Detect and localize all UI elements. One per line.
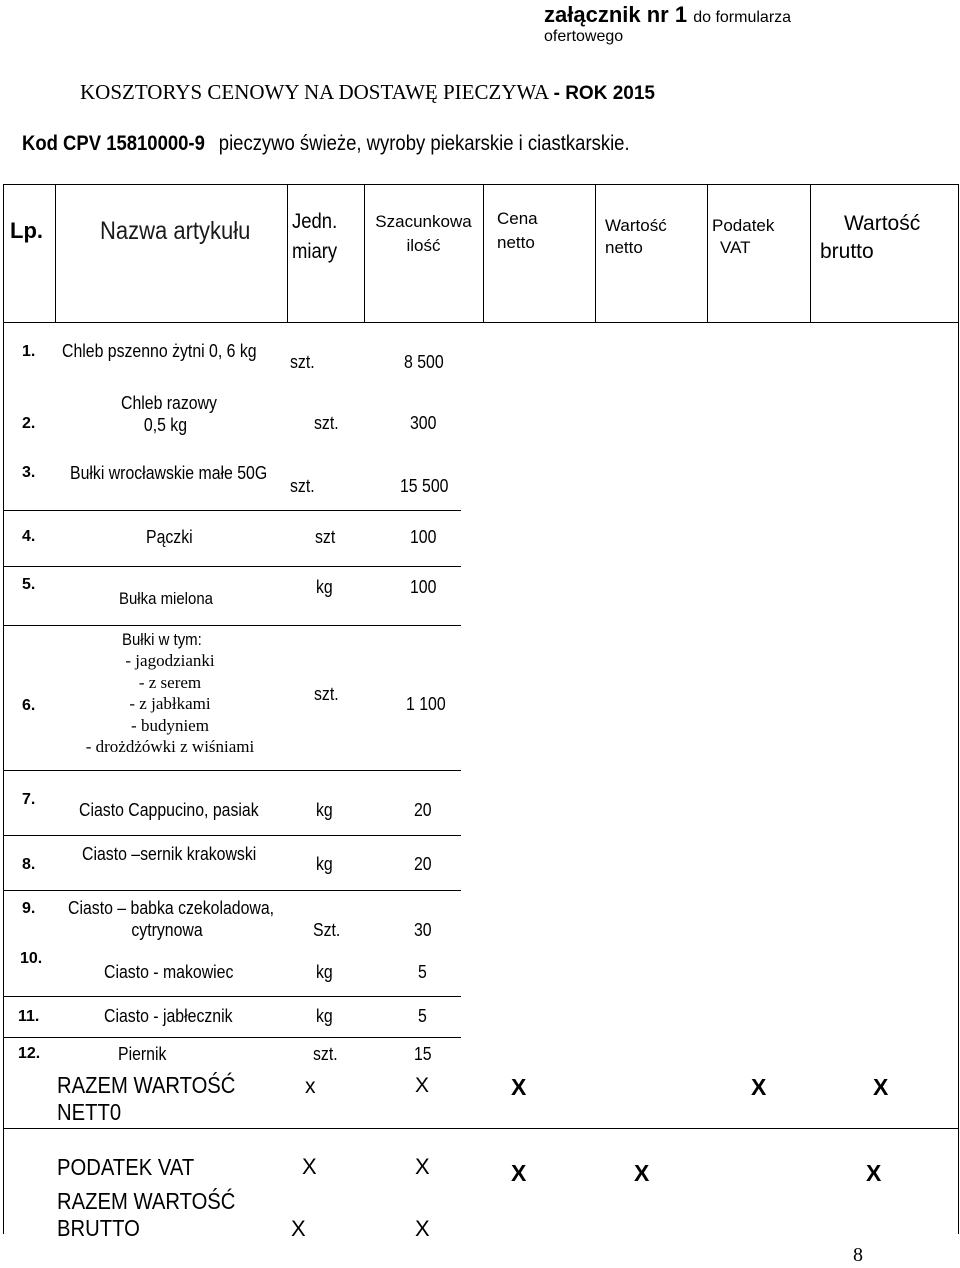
row-4-lp: 4. (22, 528, 36, 545)
row-10-name: Ciasto - makowiec (104, 962, 234, 982)
row-8-qty: 20 (414, 854, 432, 874)
row-9-qty: 30 (414, 920, 432, 940)
row-2-name-2: 0,5 kg (143, 415, 188, 435)
net-total-mark-qty: X (415, 1074, 430, 1097)
row-12-lp: 12. (18, 1045, 41, 1062)
row-4-unit: szt (315, 527, 336, 547)
row-3-qty: 15 500 (400, 476, 449, 496)
row-10-lp: 10. (20, 950, 43, 967)
annex-label: załącznik nr (544, 2, 669, 27)
cpv-description: pieczywo świeże, wyroby piekarskie i ciastkarskie. (218, 132, 630, 155)
header-unit-2: miary (292, 240, 338, 263)
annex-number: 1 (674, 2, 688, 27)
header-lp: Lp. (10, 218, 43, 243)
row-6-name-3: - z serem (138, 672, 202, 692)
net-total-label-1: RAZEM WARTOŚĆ (57, 1072, 236, 1098)
row-5-qty: 100 (410, 577, 437, 597)
row-6-name-5: - budyniem (131, 715, 209, 735)
row-5-unit: kg (316, 577, 333, 597)
cpv-code: Kod CPV 15810000-9 (22, 132, 205, 155)
row-2-qty: 300 (410, 413, 437, 433)
net-total-label-2: NETT0 (57, 1099, 122, 1125)
header-gross-1: Wartość (844, 212, 921, 235)
row-4-name: Pączki (146, 527, 193, 547)
vat-total-label: PODATEK VAT (57, 1154, 195, 1180)
row-1-unit: szt. (290, 352, 315, 372)
row-9-lp: 9. (22, 900, 36, 917)
annex-rest: do formularza (693, 9, 792, 26)
row-1-name: Chleb pszenno żytni 0, 6 kg (62, 341, 257, 361)
row-2-name-1: Chleb razowy (121, 393, 217, 413)
row-9-name-2: cytrynowa (131, 920, 203, 940)
row-5-name: Bułka mielona (119, 589, 213, 608)
gross-total-mark-unit: X (291, 1216, 306, 1241)
row-2-lp: 2. (22, 415, 36, 432)
page-number: 8 (853, 1244, 863, 1266)
header-net-1: Wartość (605, 216, 667, 235)
row-7-unit: kg (316, 800, 333, 820)
header-qty-2: ilość (406, 236, 441, 255)
header-qty-1: Szacunkowa (375, 212, 472, 231)
net-total-mark-vat: X (751, 1074, 767, 1100)
header-vat-2: VAT (720, 238, 751, 257)
row-7-qty: 20 (414, 800, 432, 820)
row-11-name: Ciasto - jabłecznik (104, 1006, 233, 1026)
header-unit-1: Jedn. (292, 210, 338, 233)
vat-total-mark-unit: X (302, 1154, 317, 1179)
row-12-name: Piernik (118, 1044, 167, 1064)
row-3-unit: szt. (290, 476, 315, 496)
row-8-name: Ciasto –sernik krakowski (82, 844, 257, 864)
header-price-2: netto (497, 233, 535, 252)
row-7-lp: 7. (22, 791, 36, 808)
row-3-name: Bułki wrocławskie małe 50G (70, 463, 268, 483)
row-6-unit: szt. (314, 684, 339, 704)
row-12-unit: szt. (313, 1044, 338, 1064)
vat-total-mark-price: X (511, 1160, 527, 1186)
row-9-unit: Szt. (313, 920, 341, 940)
gross-total-mark-qty: X (415, 1216, 430, 1241)
net-total-mark-unit: x (305, 1075, 316, 1098)
row-1-qty: 8 500 (404, 352, 444, 372)
vat-total-mark-qty: X (415, 1154, 430, 1179)
row-11-lp: 11. (18, 1008, 40, 1025)
row-7-name: Ciasto Cappucino, pasiak (79, 800, 259, 820)
row-11-unit: kg (316, 1006, 333, 1026)
document-title: KOSZTORYS CENOWY NA DOSTAWĘ PIECZYWA (80, 80, 550, 104)
row-10-qty: 5 (418, 962, 427, 982)
net-total-mark-gross: X (873, 1074, 889, 1100)
row-6-name-6: - drożdżówki z wiśniami (85, 737, 255, 756)
row-8-lp: 8. (22, 856, 36, 873)
vat-total-mark-gross: X (866, 1160, 882, 1186)
annex-line2: ofertowego (544, 28, 624, 45)
row-6-lp: 6. (22, 697, 36, 714)
document-year: - ROK 2015 (553, 83, 655, 104)
row-8-unit: kg (316, 854, 333, 874)
header-name: Nazwa artykułu (100, 217, 251, 245)
row-4-qty: 100 (410, 527, 437, 547)
row-9-name-1: Ciasto – babka czekoladowa, (68, 898, 275, 918)
row-11-qty: 5 (418, 1006, 427, 1026)
header-price-1: Cena (497, 209, 538, 228)
row-1-lp: 1. (22, 343, 36, 360)
row-2-unit: szt. (314, 413, 339, 433)
header-net-2: netto (605, 238, 643, 257)
net-total-mark-price: X (511, 1074, 527, 1100)
row-6-name-1: Bułki w tym: (122, 630, 202, 649)
row-6-qty: 1 100 (406, 694, 446, 714)
row-6-name-2: - jagodzianki (125, 651, 215, 670)
header-vat-1: Podatek (712, 216, 775, 235)
gross-total-label-1: RAZEM WARTOŚĆ (57, 1188, 236, 1214)
row-6-name-4: - z jabłkami (129, 694, 211, 713)
vat-total-mark-net: X (634, 1160, 650, 1186)
gross-total-label-2: BRUTTO (57, 1215, 140, 1241)
header-gross-2: brutto (820, 240, 874, 263)
row-3-lp: 3. (22, 464, 36, 481)
row-10-unit: kg (316, 962, 333, 982)
row-12-qty: 15 (414, 1044, 432, 1064)
row-5-lp: 5. (22, 576, 36, 593)
